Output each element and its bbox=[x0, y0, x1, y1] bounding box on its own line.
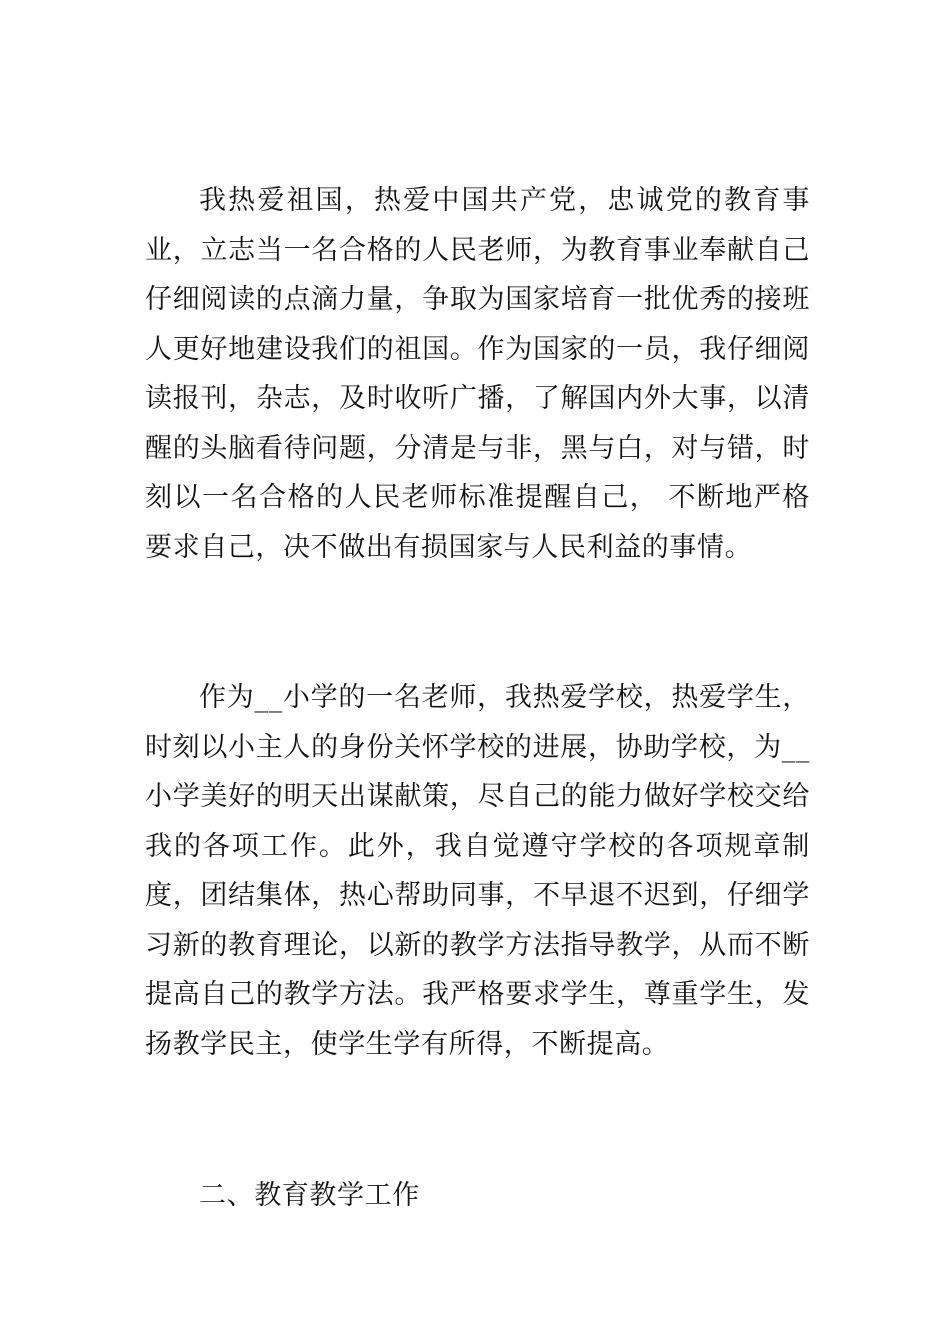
section-heading: 二、教育教学工作 bbox=[199, 1180, 420, 1211]
paragraph-patriotism: 我热爱祖国，热爱中国共产党，忠诚党的教育事业，立志当一名合格的人民老师，为教育事业奉献自己仔细阅读的点滴力量，争取为国家培育一批优秀的接班人更好地建设我们的祖国。作为国家的一员，我仔细阅读报刊，杂志，及时收听广播，了解国内外大事，以清醒的头脑看待问题，分清是与非，黑与白，对与错，时刻以一名合格的人民老师标准提醒自己， 不断地严格要求自己，决不做出有损国家与人民利益的事情。 bbox=[145, 185, 810, 563]
paragraph-school-work: 作为__小学的一名老师，我热爱学校，热爱学生，时刻以小主人的身份关怀学校的进展，协助学校，为__小学美好的明天出谋献策，尽自己的能力做好学校交给我的各项工作。此外，我自觉遵守学校的各项规章制度，团结集体，热心帮助同事，不早退不迟到，仔细学习新的教育理论，以新的教学方法指导教学，从而不断提高自己的教学方法。我严格要求学生，尊重学生，发扬教学民主，使学生学有所得，不断提高。 bbox=[145, 682, 810, 1060]
